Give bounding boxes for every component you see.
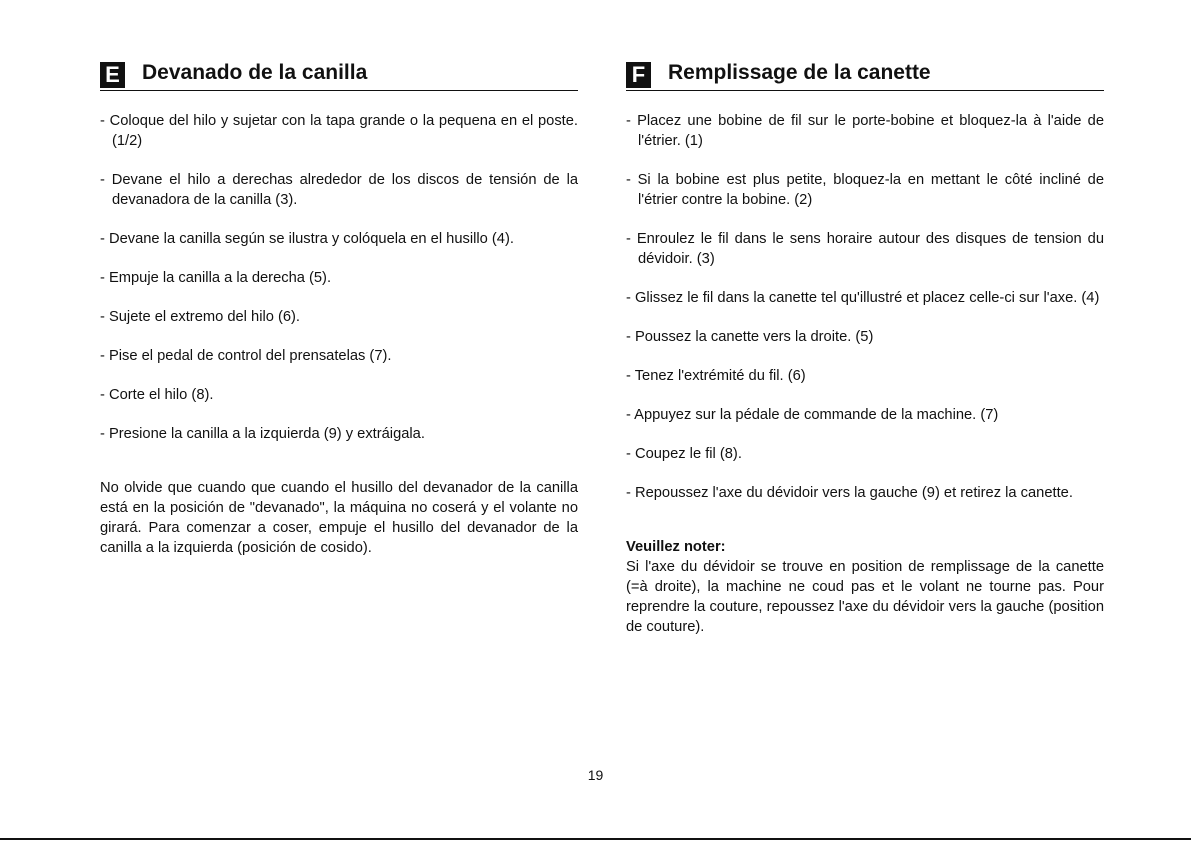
spanish-section (100, 58, 578, 558)
instruction-item: - Repoussez l'axe du dévidoir vers la gauche (9) et retirez la canette. (626, 485, 1073, 501)
bottom-rule (0, 838, 1191, 840)
note-heading: Veuillez noter: (626, 539, 726, 555)
spanish-section-title: Devanado de la canilla (142, 61, 368, 84)
french-note (626, 537, 1104, 637)
spanish-note (100, 478, 578, 558)
instruction-item: - Placez une bobine de fil sur le porte-bobine et bloquez-la à l'aide de l'étrier. (1) (626, 113, 1104, 149)
instruction-item: - Devane el hilo a derechas alrededor de los discos de tensión de la devanadora de la canilla (3). (100, 172, 578, 208)
instruction-item: - Glissez le fil dans la canette tel qu'illustré et placez celle-ci sur l'axe. (4) (626, 290, 1100, 306)
note-text: No olvide que cuando que cuando el husillo del devanador de la canilla está en la posición de "devanado", la máquina no coserá y el volante no girará. Para comenzar a coser, empuje el husillo del devanador de la canilla a la izquierda (posición de cosido). (100, 480, 578, 556)
french-section-title: Remplissage de la canette (668, 61, 931, 84)
instruction-item: - Enroulez le fil dans le sens horaire autour des disques de tension du dévidoir. (3) (626, 231, 1104, 267)
french-section (626, 58, 1104, 637)
french-section-heading (626, 58, 1104, 91)
instruction-item: - Tenez l'extrémité du fil. (6) (626, 368, 806, 384)
instruction-item: - Appuyez sur la pédale de commande de la machine. (7) (626, 407, 999, 423)
instruction-item: - Corte el hilo (8). (100, 387, 214, 403)
spanish-instruction-list (100, 111, 578, 444)
note-text: Si l'axe du dévidoir se trouve en position de remplissage de la canette (=à droite), la machine ne coud pas et le volant ne tourne pas. Pour reprendre la couture, repoussez l'axe du dévidoir vers la gauche (position de couture). (626, 559, 1104, 635)
instruction-item: - Poussez la canette vers la droite. (5) (626, 329, 874, 345)
instruction-item: - Coupez le fil (8). (626, 446, 742, 462)
instruction-item: - Pise el pedal de control del prensatelas (7). (100, 348, 392, 364)
instruction-item: - Si la bobine est plus petite, bloquez-la en mettant le côté incliné de l'étrier contre la bobine. (2) (626, 172, 1104, 208)
instruction-item: - Devane la canilla según se ilustra y colóquela en el husillo (4). (100, 231, 514, 247)
section-letter-badge: E (100, 62, 125, 88)
french-instruction-list (626, 111, 1104, 503)
instruction-item: - Empuje la canilla a la derecha (5). (100, 270, 332, 286)
instruction-item: - Presione la canilla a la izquierda (9) y extráigala. (100, 426, 425, 442)
spanish-section-heading (100, 58, 578, 91)
instruction-item: - Sujete el extremo del hilo (6). (100, 309, 301, 325)
page-number: 19 (587, 767, 604, 783)
instruction-item: - Coloque del hilo y sujetar con la tapa grande o la pequena en el poste. (1/2) (100, 113, 578, 149)
section-letter-badge: F (626, 62, 651, 88)
